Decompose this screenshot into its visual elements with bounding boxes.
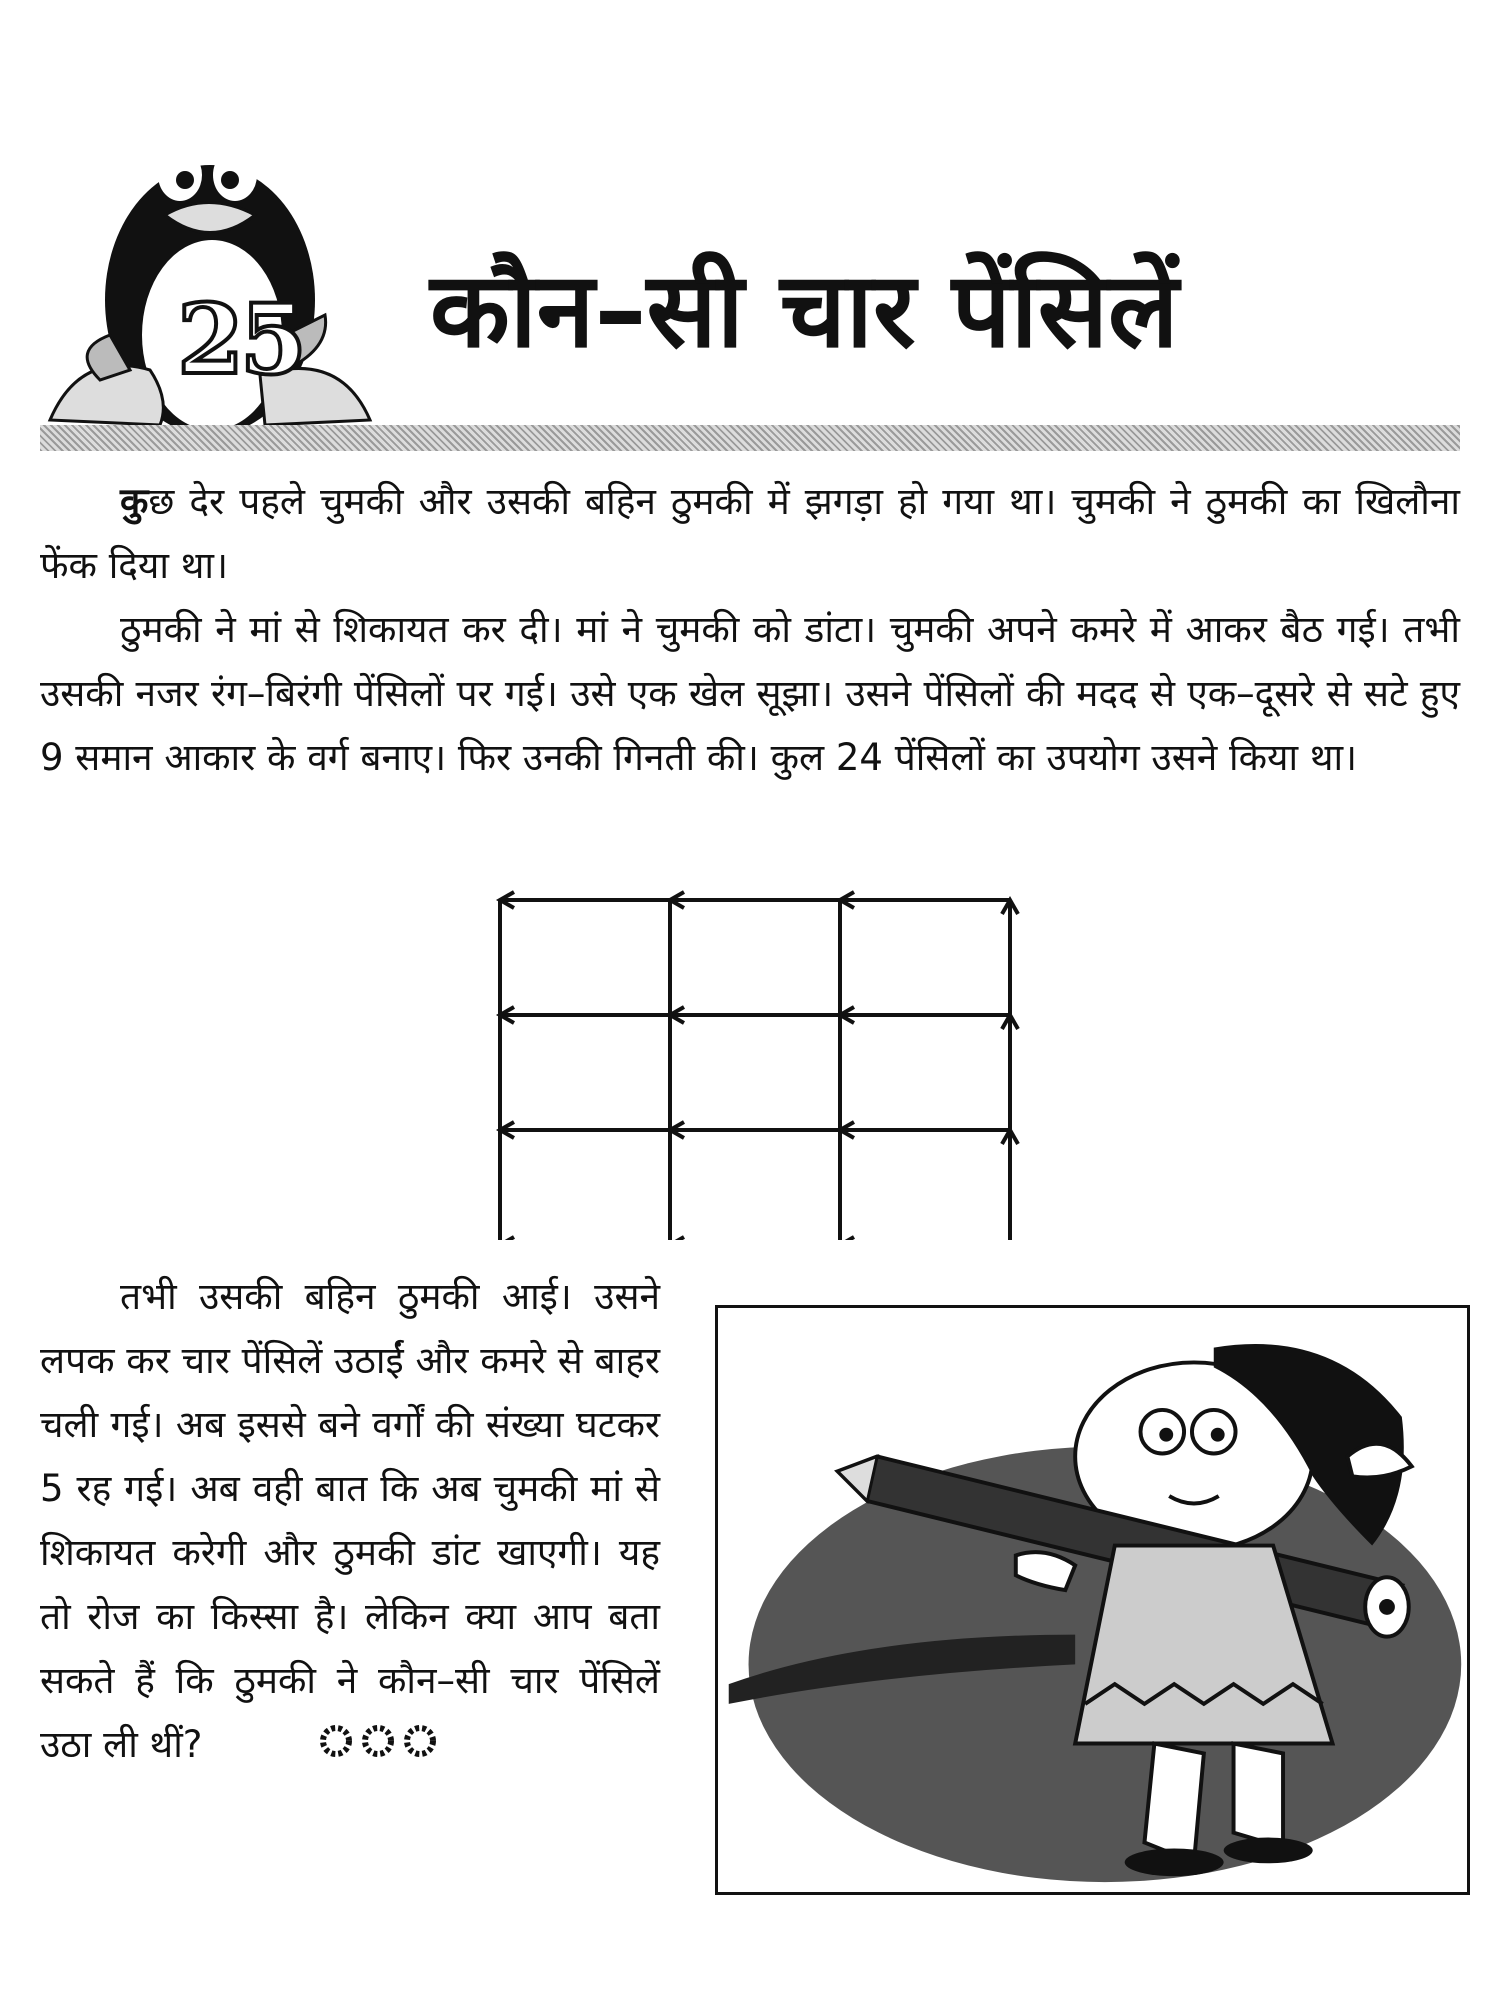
- title-divider: [40, 425, 1460, 451]
- story-paragraph-text: तभी उसकी बहिन ठुमकी आई। उसने लपक कर चार पेंसिलें उठाईं और कमरे से बाहर चली गई। अब इससे बने वर्गों की संख्या घटकर 5 रह गई। अब वही बात कि अब चुमकी मां से शिकायत करेगी और ठुमकी डांट खाएगी। यह तो रोज का किस्सा है। लेकिन क्या आप बता सकते हैं कि ठुमकी ने कौन–सी चार पेंसिलें उठा ली थीं?: [40, 1275, 660, 1766]
- story-text: [40, 1265, 660, 1779]
- intro-paragraph-1: [40, 470, 1460, 598]
- intro-text: [40, 470, 1460, 790]
- pencil-grid-diagram: [480, 880, 1020, 1240]
- intro-paragraph-2: ठुमकी ने मां से शिकायत कर दी। मां ने चुमकी को डांटा। चुमकी अपने कमरे में आकर बैठ गई। तभी उसकी नजर रंग–बिरंगी पेंसिलों पर गई। उसे एक खेल सूझा। उसने पेंसिलों की मदद से एक–दूसरे से सटे हुए 9 समान आकार के वर्ग बनाए। फिर उनकी गिनती की। कुल 24 पेंसिलों का उपयोग उसने किया था।: [40, 608, 1460, 779]
- pencil-tip-icon: [500, 1237, 514, 1240]
- page-title: कौन–सी चार पेंसिलें: [430, 249, 1179, 371]
- story-paragraph: [40, 1265, 660, 1779]
- girl-with-pencil-icon: [718, 1308, 1467, 1892]
- end-ornament-icon: [238, 1715, 438, 1779]
- pencil-tip-icon: [670, 1237, 684, 1240]
- intro-lead-letters: कु: [120, 480, 149, 523]
- puzzle-number: 25: [177, 283, 303, 396]
- intro-paragraph-1-text: छ देर पहले चुमकी और उसकी बहिन ठुमकी में झगड़ा हो गया था। चुमकी ने ठुमकी का खिलौना फेंक दिया था।: [40, 480, 1460, 587]
- page-header: [40, 120, 1460, 460]
- girl-with-pencil-illustration: [715, 1305, 1470, 1895]
- pencil-tip-icon: [840, 1237, 854, 1240]
